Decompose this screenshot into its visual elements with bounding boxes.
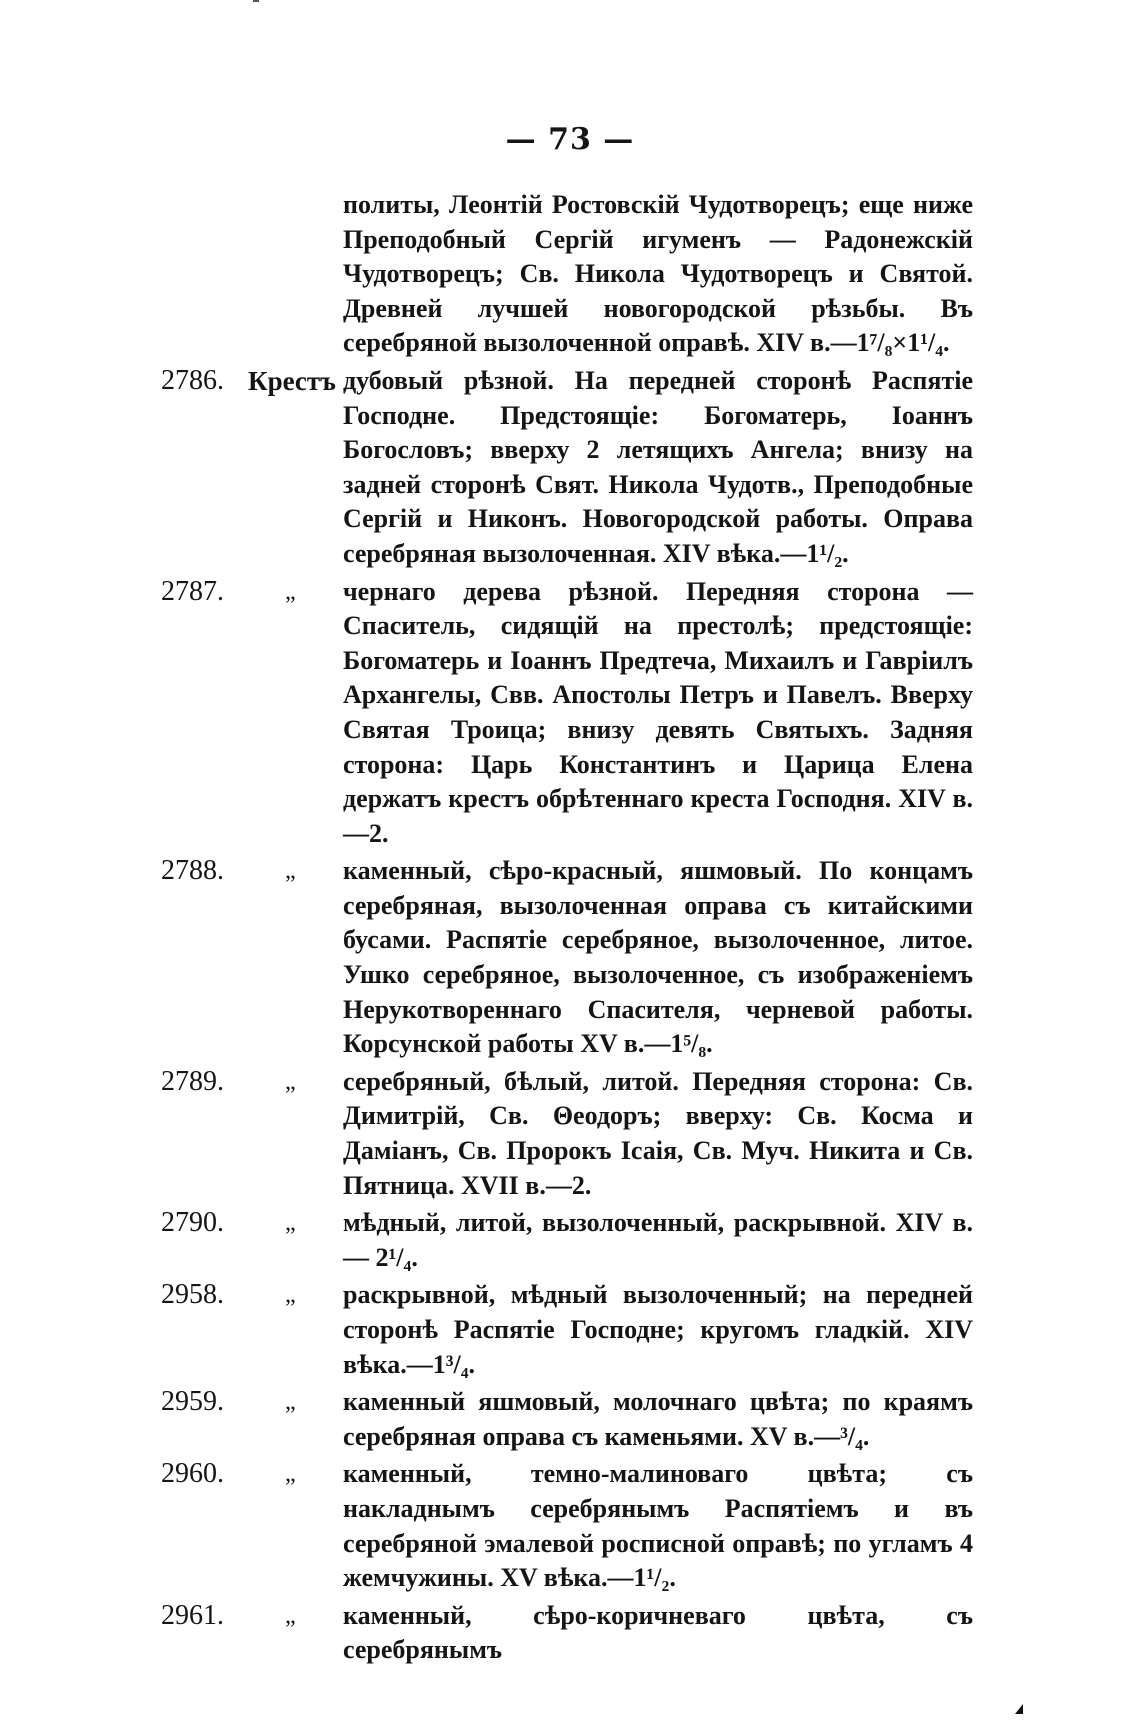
entry-number: 2961.	[161, 1599, 224, 1631]
ditto-mark: „	[285, 1068, 296, 1095]
ditto-mark: „	[285, 858, 296, 885]
ditto-mark: „	[285, 1282, 296, 1309]
catalog-entry-2961	[0, 1599, 1140, 1668]
ditto-mark: „	[285, 1210, 296, 1237]
entry-text: мѣдный, литой, вызолоченный, раскрывной. XIV в.— 2¹/₄.	[343, 1208, 973, 1272]
ditto-mark: „	[285, 578, 296, 605]
catalog-entry-2960	[0, 1457, 1140, 1595]
ditto-mark: „	[285, 1461, 296, 1488]
ditto-mark: „	[285, 1389, 296, 1416]
catalog-entry-2790	[0, 1206, 1140, 1275]
entry-text: чернаго дерева рѣзной. Передняя сторона — Спаситель, сидящій на престолѣ; предстоящіе: Богоматерь и Іоаннъ Предтеча, Михаилъ и Гавріилъ Архангелы, Свв. Апостолы Петръ и Павелъ. Вверху Святая Троица; внизу девять Святыхъ. Задняя сторона: Царь Константинъ и Царица Елена держатъ крестъ обрѣтеннаго креста Господня. XIV в.—2.	[343, 576, 973, 848]
entry-number: 2958.	[161, 1279, 224, 1311]
entry-text: политы, Леонтій Ростовскій Чудотворецъ; еще ниже Преподобный Сергій игуменъ — Радонежскій Чудотворецъ; Св. Никола Чудотворецъ и Святой. Древней лучшей новогородской рѣзьбы. Въ серебряной вызолоченной оправѣ. XIV в.—1⁷/₈×1¹/₄.	[343, 190, 973, 358]
entry-number: 2789.	[161, 1065, 224, 1097]
entry-number: 2960.	[161, 1458, 224, 1490]
catalog-entry-2786	[0, 364, 1140, 572]
catalog-entry-2787	[0, 575, 1140, 852]
entry-text: каменный, темно-малиноваго цвѣта; съ накладнымъ серебрянымъ Распятіемъ и въ серебряной эмалевой росписной оправѣ; по угламъ 4 жемчужины. XV вѣка.—1¹/₂.	[343, 1459, 973, 1593]
catalog-entry-continuation	[0, 188, 1140, 361]
entry-text: каменный, сѣро-красный, яшмовый. По концамъ серебряная, вызолоченная оправа съ китайскими бусами. Распятіе серебряное, вызолоченное, литое. Ушко серебряное, вызолоченное, съ изображеніемъ Нерукотвореннаго Спасителя, черневой работы. Корсунской работы XV в.—1⁵/₈.	[343, 856, 973, 1059]
catalog-entry-2789	[0, 1065, 1140, 1203]
entry-number: 2788.	[161, 855, 224, 887]
entry-text: серебряный, бѣлый, литой. Передняя сторона: Св. Димитрій, Св. Θеодоръ; вверху: Св. Косма и Даміанъ, Св. Пророкъ Ісаія, Св. Муч. Никита и Св. Пятница. XVII в.—2.	[343, 1066, 973, 1200]
page-number: — 73 —	[505, 122, 635, 157]
catalog-entry-2788	[0, 854, 1140, 1062]
entry-text: раскрывной, мѣдный вызолоченный; на передней сторонѣ Распятіе Господне; кругомъ гладкій. XIV вѣка.—1³/₄.	[343, 1280, 973, 1379]
entry-text: дубовый рѣзной. На передней сторонѣ Распятіе Господне. Предстоящіе: Богоматерь, Іоаннъ Богословъ; вверху 2 летящихъ Ангела; внизу на задней сторонѣ Свят. Никола Чудотв., Преподобные Сергій и Никонъ. Новогородской работы. Оправа серебряная вызолоченная. XIV вѣка.—1¹/₂.	[343, 365, 973, 568]
entry-number: 2787.	[161, 575, 224, 607]
ditto-mark: „	[285, 1602, 296, 1629]
entry-heading: Крестъ	[248, 365, 336, 396]
entry-text: каменный, сѣро-коричневаго цвѣта, съ серебрянымъ	[343, 1600, 973, 1665]
catalog-entry-2959	[0, 1385, 1140, 1454]
top-scan-mark	[253, 0, 259, 2]
catalog-entry-2958	[0, 1278, 1140, 1382]
corner-scan-mark	[1015, 1704, 1023, 1714]
entry-number: 2790.	[161, 1207, 224, 1239]
catalog-entries	[0, 188, 1140, 1668]
entry-text: каменный яшмовый, молочнаго цвѣта; по краямъ серебряная оправа съ каменьями. XV в.—³/₄.	[343, 1387, 973, 1451]
entry-number: 2959.	[161, 1386, 224, 1418]
entry-number: 2786.	[161, 364, 224, 396]
